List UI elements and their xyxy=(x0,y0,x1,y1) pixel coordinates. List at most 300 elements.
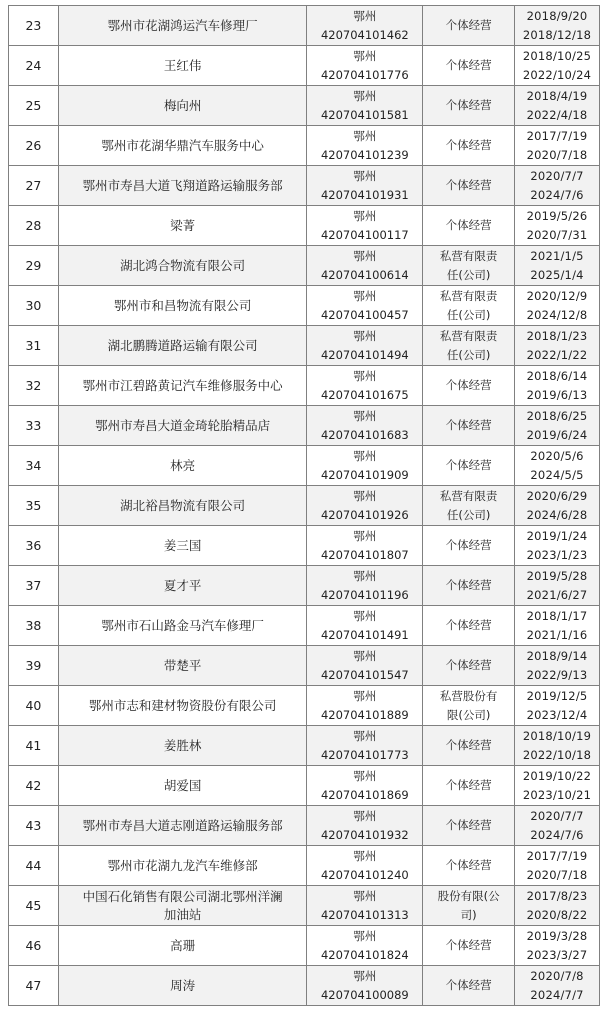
date-range-cell xyxy=(515,646,600,686)
table-row xyxy=(9,406,600,446)
row-number-cell: 41 xyxy=(9,726,59,766)
date-range-cell xyxy=(515,806,600,846)
type-line: 个体经营 xyxy=(445,58,492,72)
date-range-line: 2020/7/7 xyxy=(530,808,584,823)
registration-line: 鄂州 xyxy=(353,88,377,103)
registration-line: 420704101581 xyxy=(320,107,409,122)
type-line: 任(公司) xyxy=(446,507,491,522)
registration-cell xyxy=(307,566,423,606)
table-row xyxy=(9,886,600,926)
registration-cell xyxy=(307,326,423,366)
name-line: 鄂州市花湖鸿运汽车修理厂 xyxy=(107,17,258,33)
registration-line: 420704101889 xyxy=(320,707,409,722)
registration-cell xyxy=(307,726,423,766)
registration-cell xyxy=(307,406,423,446)
type-line: 任(公司) xyxy=(446,267,491,282)
registration-line: 鄂州 xyxy=(353,808,377,823)
date-range-line: 2018/1/17 xyxy=(526,608,588,623)
registration-line: 420704100117 xyxy=(320,227,409,242)
name-cell xyxy=(58,806,307,846)
table-row xyxy=(9,726,600,766)
registration-cell xyxy=(307,446,423,486)
registration-line: 鄂州 xyxy=(353,208,377,223)
type-cell xyxy=(423,406,515,446)
date-range-cell xyxy=(515,886,600,926)
date-range-line: 2019/3/28 xyxy=(526,928,588,943)
type-cell xyxy=(423,366,515,406)
row-number-cell: 38 xyxy=(9,606,59,646)
type-line: 个体经营 xyxy=(445,618,492,632)
type-line: 私营股份有 xyxy=(439,688,498,703)
table-row xyxy=(9,806,600,846)
registration-line: 鄂州 xyxy=(353,48,377,63)
name-cell xyxy=(58,526,307,566)
name-line: 中国石化销售有限公司湖北鄂州洋澜 xyxy=(82,888,283,904)
name-cell xyxy=(58,406,307,446)
date-range-line: 2022/10/24 xyxy=(522,67,592,82)
date-range-line: 2023/3/27 xyxy=(526,947,588,962)
table-row xyxy=(9,766,600,806)
date-range-cell xyxy=(515,966,600,1006)
date-range-line: 2024/7/6 xyxy=(530,187,584,202)
date-range-line: 2024/7/7 xyxy=(530,987,584,1002)
registration-cell xyxy=(307,966,423,1006)
registration-line: 420704101869 xyxy=(320,787,409,802)
registration-cell xyxy=(307,126,423,166)
registration-line: 420704101773 xyxy=(320,747,409,762)
date-range-cell xyxy=(515,406,600,446)
type-line: 私营有限责 xyxy=(439,288,498,303)
registration-line: 鄂州 xyxy=(353,528,377,543)
date-range-line: 2023/1/23 xyxy=(526,547,588,562)
registration-line: 鄂州 xyxy=(353,928,377,943)
registration-cell xyxy=(307,806,423,846)
type-cell xyxy=(423,46,515,86)
date-range-line: 2017/7/19 xyxy=(526,128,588,143)
registration-line: 420704101807 xyxy=(320,547,409,562)
registration-line: 鄂州 xyxy=(353,728,377,743)
type-line: 个体经营 xyxy=(445,218,492,232)
type-line: 个体经营 xyxy=(445,658,492,672)
registration-cell xyxy=(307,366,423,406)
name-cell xyxy=(58,126,307,166)
type-cell xyxy=(423,766,515,806)
date-range-line: 2022/9/13 xyxy=(526,667,588,682)
name-line: 带楚平 xyxy=(163,657,202,673)
date-range-line: 2024/7/6 xyxy=(530,827,584,842)
name-cell xyxy=(58,486,307,526)
name-line: 高珊 xyxy=(170,937,196,953)
registration-line: 420704101313 xyxy=(320,907,409,922)
type-cell xyxy=(423,446,515,486)
table-row xyxy=(9,46,600,86)
type-cell xyxy=(423,686,515,726)
date-range-cell xyxy=(515,726,600,766)
date-range-line: 2020/8/22 xyxy=(526,907,588,922)
date-range-line: 2018/6/14 xyxy=(526,368,588,383)
type-line: 私营有限责 xyxy=(439,248,498,263)
name-line: 周涛 xyxy=(170,977,196,993)
date-range-line: 2021/1/16 xyxy=(526,627,588,642)
row-number-cell: 40 xyxy=(9,686,59,726)
row-number-cell: 24 xyxy=(9,46,59,86)
date-range-line: 2020/6/29 xyxy=(526,488,588,503)
name-line: 鄂州市花湖九龙汽车维修部 xyxy=(107,857,258,873)
name-line: 湖北鸿合物流有限公司 xyxy=(120,257,246,273)
date-range-line: 2021/6/27 xyxy=(526,587,588,602)
registration-line: 420704101824 xyxy=(320,947,409,962)
date-range-line: 2018/9/20 xyxy=(526,8,588,23)
name-line: 林亮 xyxy=(170,457,196,473)
table-row xyxy=(9,526,600,566)
name-cell xyxy=(58,286,307,326)
name-cell xyxy=(58,886,307,926)
registration-line: 420704101909 xyxy=(320,467,409,482)
registration-cell xyxy=(307,206,423,246)
type-cell xyxy=(423,926,515,966)
type-cell xyxy=(423,646,515,686)
type-line: 个体经营 xyxy=(445,138,492,152)
date-range-line: 2020/7/31 xyxy=(526,227,588,242)
type-cell xyxy=(423,286,515,326)
row-number-cell: 45 xyxy=(9,886,59,926)
name-line: 鄂州市江碧路黄记汽车维修服务中心 xyxy=(82,377,283,393)
row-number-cell: 36 xyxy=(9,526,59,566)
type-cell xyxy=(423,886,515,926)
table-row xyxy=(9,846,600,886)
registration-cell xyxy=(307,486,423,526)
row-number-cell: 44 xyxy=(9,846,59,886)
name-line: 鄂州市和昌物流有限公司 xyxy=(113,297,252,313)
table-row xyxy=(9,486,600,526)
name-cell xyxy=(58,206,307,246)
date-range-line: 2019/12/5 xyxy=(526,688,588,703)
type-cell xyxy=(423,606,515,646)
date-range-line: 2020/7/8 xyxy=(530,968,584,983)
name-cell xyxy=(58,726,307,766)
date-range-cell xyxy=(515,46,600,86)
row-number-cell: 25 xyxy=(9,86,59,126)
date-range-cell xyxy=(515,446,600,486)
date-range-cell xyxy=(515,6,600,46)
date-range-line: 2019/6/24 xyxy=(526,427,588,442)
registration-line: 420704101932 xyxy=(320,827,409,842)
registration-line: 鄂州 xyxy=(353,568,377,583)
name-cell xyxy=(58,86,307,126)
row-number-cell: 26 xyxy=(9,126,59,166)
registration-cell xyxy=(307,606,423,646)
table-row xyxy=(9,6,600,46)
registration-cell xyxy=(307,46,423,86)
date-range-line: 2019/5/26 xyxy=(526,208,588,223)
registration-cell xyxy=(307,646,423,686)
name-cell xyxy=(58,166,307,206)
registration-line: 鄂州 xyxy=(353,368,377,383)
date-range-cell xyxy=(515,766,600,806)
name-line: 鄂州市志和建材物资股份有限公司 xyxy=(88,697,277,713)
row-number-cell: 37 xyxy=(9,566,59,606)
name-line: 湖北鹏腾道路运输有限公司 xyxy=(107,337,258,353)
registration-line: 鄂州 xyxy=(353,288,377,303)
table-row xyxy=(9,446,600,486)
registration-cell xyxy=(307,166,423,206)
date-range-line: 2018/4/19 xyxy=(526,88,588,103)
type-cell xyxy=(423,6,515,46)
name-line: 湖北裕昌物流有限公司 xyxy=(120,497,246,513)
registration-cell xyxy=(307,846,423,886)
registration-cell xyxy=(307,86,423,126)
name-line: 鄂州市寿昌大道飞翔道路运输服务部 xyxy=(82,177,283,193)
date-range-cell xyxy=(515,326,600,366)
registration-cell xyxy=(307,286,423,326)
name-line: 鄂州市寿昌大道志刚道路运输服务部 xyxy=(82,817,283,833)
type-line: 个体经营 xyxy=(445,418,492,432)
date-range-line: 2019/1/24 xyxy=(526,528,588,543)
type-line: 个体经营 xyxy=(445,378,492,392)
type-line: 私营有限责 xyxy=(439,328,498,343)
registration-cell xyxy=(307,926,423,966)
registration-line: 鄂州 xyxy=(353,888,377,903)
table-row xyxy=(9,606,600,646)
type-line: 个体经营 xyxy=(445,818,492,832)
registration-line: 420704100089 xyxy=(320,987,409,1002)
type-cell xyxy=(423,526,515,566)
row-number-cell: 46 xyxy=(9,926,59,966)
date-range-cell xyxy=(515,86,600,126)
registration-cell xyxy=(307,886,423,926)
name-cell xyxy=(58,926,307,966)
table-row xyxy=(9,566,600,606)
type-line: 个体经营 xyxy=(445,858,492,872)
name-line: 姜胜林 xyxy=(163,737,202,753)
name-cell xyxy=(58,446,307,486)
type-cell xyxy=(423,806,515,846)
name-cell xyxy=(58,326,307,366)
date-range-line: 2023/12/4 xyxy=(526,707,588,722)
name-line: 加油站 xyxy=(163,906,202,922)
registration-line: 420704101240 xyxy=(320,867,409,882)
date-range-line: 2018/12/18 xyxy=(522,27,592,42)
date-range-line: 2024/12/8 xyxy=(526,307,588,322)
date-range-line: 2018/1/23 xyxy=(526,328,588,343)
row-number-cell: 39 xyxy=(9,646,59,686)
registration-line: 420704101494 xyxy=(320,347,409,362)
registration-line: 420704101931 xyxy=(320,187,409,202)
registration-line: 鄂州 xyxy=(353,768,377,783)
date-range-line: 2019/5/28 xyxy=(526,568,588,583)
row-number-cell: 47 xyxy=(9,966,59,1006)
registration-line: 鄂州 xyxy=(353,408,377,423)
table-row xyxy=(9,646,600,686)
registration-line: 鄂州 xyxy=(353,248,377,263)
date-range-line: 2024/6/28 xyxy=(526,507,588,522)
date-range-line: 2018/6/25 xyxy=(526,408,588,423)
date-range-cell xyxy=(515,286,600,326)
registration-cell xyxy=(307,6,423,46)
type-cell xyxy=(423,966,515,1006)
date-range-cell xyxy=(515,366,600,406)
table-body xyxy=(9,6,600,1006)
type-line: 个体经营 xyxy=(445,578,492,592)
registration-line: 420704101675 xyxy=(320,387,409,402)
type-line: 个体经营 xyxy=(445,18,492,32)
date-range-line: 2018/9/14 xyxy=(526,648,588,663)
name-line: 夏才平 xyxy=(163,577,202,593)
type-cell xyxy=(423,566,515,606)
row-number-cell: 43 xyxy=(9,806,59,846)
table-row xyxy=(9,966,600,1006)
type-cell xyxy=(423,726,515,766)
date-range-line: 2024/5/5 xyxy=(530,467,584,482)
type-cell xyxy=(423,246,515,286)
registration-line: 420704101491 xyxy=(320,627,409,642)
type-cell xyxy=(423,846,515,886)
date-range-line: 2022/10/18 xyxy=(522,747,592,762)
name-line: 梁菁 xyxy=(170,217,196,233)
type-cell xyxy=(423,126,515,166)
table-row xyxy=(9,86,600,126)
table-row xyxy=(9,326,600,366)
registration-cell xyxy=(307,686,423,726)
registration-cell xyxy=(307,246,423,286)
date-range-line: 2022/1/22 xyxy=(526,347,588,362)
type-line: 个体经营 xyxy=(445,778,492,792)
table-row xyxy=(9,366,600,406)
name-line: 梅向州 xyxy=(163,97,202,113)
name-cell xyxy=(58,646,307,686)
registration-line: 鄂州 xyxy=(353,128,377,143)
registration-line: 420704101547 xyxy=(320,667,409,682)
name-cell xyxy=(58,6,307,46)
registration-line: 鄂州 xyxy=(353,168,377,183)
registration-line: 420704101239 xyxy=(320,147,409,162)
name-cell xyxy=(58,846,307,886)
table-row xyxy=(9,686,600,726)
date-range-cell xyxy=(515,246,600,286)
name-cell xyxy=(58,766,307,806)
date-range-line: 2020/7/7 xyxy=(530,168,584,183)
type-line: 个体经营 xyxy=(445,458,492,472)
date-range-line: 2019/6/13 xyxy=(526,387,588,402)
table-row xyxy=(9,246,600,286)
type-line: 限(公司) xyxy=(446,707,491,722)
registration-line: 420704101926 xyxy=(320,507,409,522)
table-row xyxy=(9,126,600,166)
registration-line: 鄂州 xyxy=(353,968,377,983)
row-number-cell: 29 xyxy=(9,246,59,286)
date-range-line: 2020/12/9 xyxy=(526,288,588,303)
date-range-line: 2020/7/18 xyxy=(526,147,588,162)
name-cell xyxy=(58,246,307,286)
registration-line: 鄂州 xyxy=(353,848,377,863)
date-range-cell xyxy=(515,166,600,206)
date-range-line: 2022/4/18 xyxy=(526,107,588,122)
date-range-line: 2018/10/19 xyxy=(522,728,592,743)
registration-line: 鄂州 xyxy=(353,8,377,23)
registration-line: 鄂州 xyxy=(353,648,377,663)
row-number-cell: 28 xyxy=(9,206,59,246)
type-cell xyxy=(423,486,515,526)
registration-line: 420704100457 xyxy=(320,307,409,322)
type-cell xyxy=(423,206,515,246)
date-range-line: 2017/8/23 xyxy=(526,888,588,903)
name-cell xyxy=(58,566,307,606)
name-cell xyxy=(58,46,307,86)
date-range-cell xyxy=(515,126,600,166)
date-range-line: 2020/5/6 xyxy=(530,448,584,463)
name-line: 姜三国 xyxy=(163,537,202,553)
type-line: 个体经营 xyxy=(445,98,492,112)
date-range-line: 2021/1/5 xyxy=(530,248,584,263)
name-cell xyxy=(58,606,307,646)
registration-line: 420704101683 xyxy=(320,427,409,442)
type-line: 个体经营 xyxy=(445,178,492,192)
date-range-line: 2017/7/19 xyxy=(526,848,588,863)
date-range-line: 2023/10/21 xyxy=(522,787,592,802)
name-line: 鄂州市寿昌大道金琦轮胎精品店 xyxy=(95,417,271,433)
name-line: 鄂州市花湖华鼎汽车服务中心 xyxy=(101,137,264,153)
registration-cell xyxy=(307,526,423,566)
type-line: 私营有限责 xyxy=(439,488,498,503)
name-cell xyxy=(58,686,307,726)
date-range-line: 2020/7/18 xyxy=(526,867,588,882)
type-line: 个体经营 xyxy=(445,538,492,552)
date-range-cell xyxy=(515,486,600,526)
date-range-line: 2018/10/25 xyxy=(522,48,592,63)
date-range-cell xyxy=(515,926,600,966)
date-range-cell xyxy=(515,846,600,886)
type-line: 任(公司) xyxy=(446,347,491,362)
name-line: 胡爱国 xyxy=(163,777,202,793)
name-line: 鄂州市石山路金马汽车修理厂 xyxy=(101,617,264,633)
table-row xyxy=(9,926,600,966)
type-line: 股份有限(公 xyxy=(437,888,500,903)
registration-line: 鄂州 xyxy=(353,488,377,503)
registration-line: 鄂州 xyxy=(353,688,377,703)
date-range-cell xyxy=(515,206,600,246)
registration-line: 鄂州 xyxy=(353,328,377,343)
registration-line: 420704101196 xyxy=(320,587,409,602)
name-line: 王红伟 xyxy=(163,57,202,73)
table-row xyxy=(9,286,600,326)
table-row xyxy=(9,166,600,206)
date-range-line: 2025/1/4 xyxy=(530,267,584,282)
type-line: 司) xyxy=(460,907,477,922)
date-range-cell xyxy=(515,686,600,726)
type-cell xyxy=(423,86,515,126)
date-range-cell xyxy=(515,526,600,566)
row-number-cell: 31 xyxy=(9,326,59,366)
registration-line: 420704101776 xyxy=(320,67,409,82)
type-line: 任(公司) xyxy=(446,307,491,322)
registration-table xyxy=(8,5,600,1006)
type-cell xyxy=(423,166,515,206)
row-number-cell: 23 xyxy=(9,6,59,46)
registration-line: 鄂州 xyxy=(353,448,377,463)
type-cell xyxy=(423,326,515,366)
registration-cell xyxy=(307,766,423,806)
date-range-cell xyxy=(515,566,600,606)
type-line: 个体经营 xyxy=(445,938,492,952)
row-number-cell: 34 xyxy=(9,446,59,486)
registration-line: 420704100614 xyxy=(320,267,409,282)
name-cell xyxy=(58,366,307,406)
row-number-cell: 30 xyxy=(9,286,59,326)
date-range-line: 2019/10/22 xyxy=(522,768,592,783)
row-number-cell: 33 xyxy=(9,406,59,446)
row-number-cell: 32 xyxy=(9,366,59,406)
row-number-cell: 35 xyxy=(9,486,59,526)
